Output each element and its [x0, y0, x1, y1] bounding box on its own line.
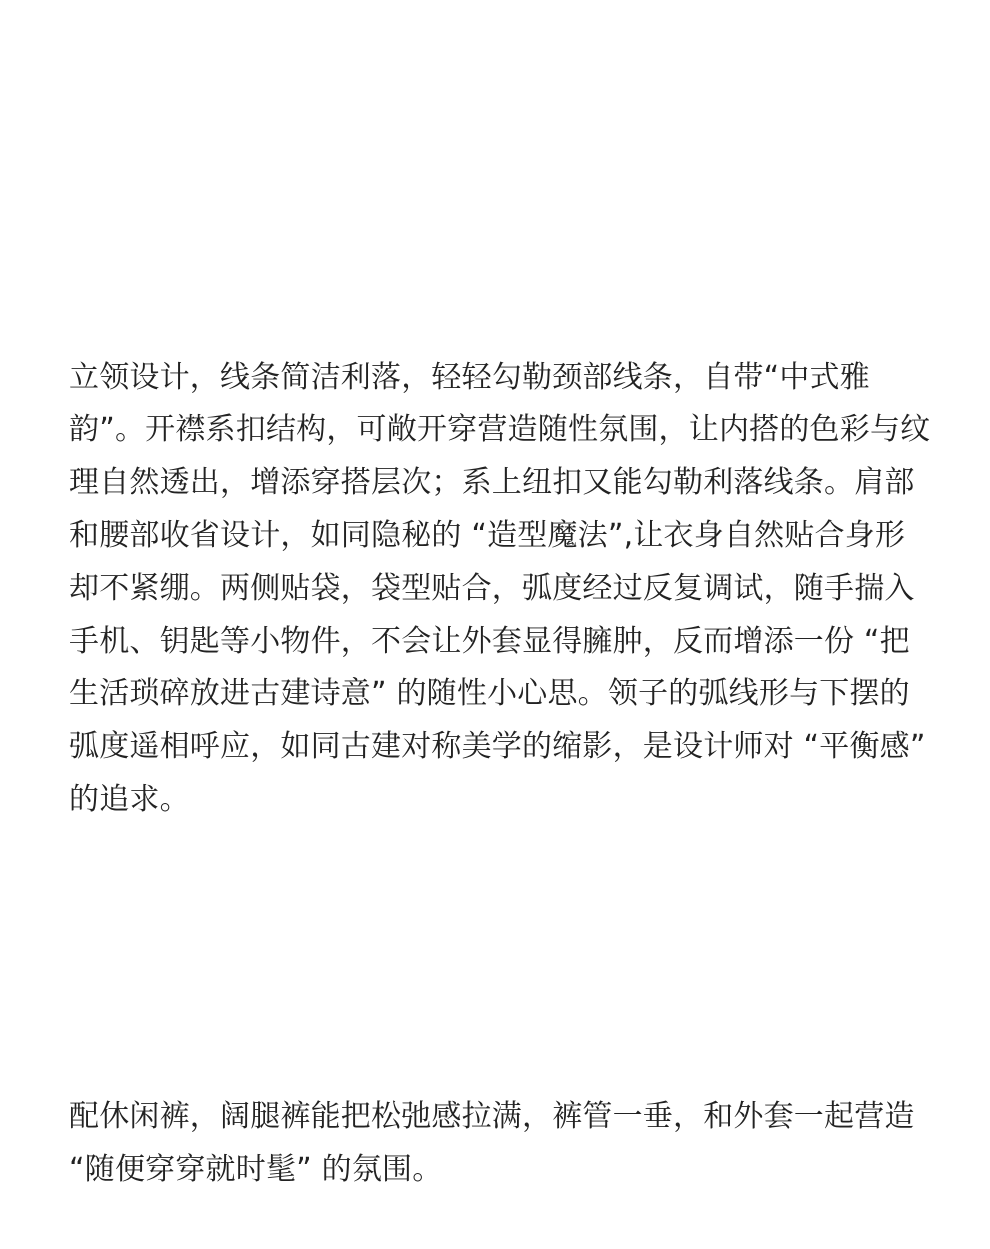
- paragraph-spacer: [69, 932, 931, 985]
- paragraph-design-details: 立领设计，线条简洁利落，轻轻勾勒颈部线条，自带“中式雅韵”。开襟系扣结构，可敞开穿营造随性氛围，让内搭的色彩与纹理自然透出，增添穿搭层次；系上纽扣又能勾勒利落线条。肩部和腰部收省设计，如同隐秘的 “造型魔法”,让衣身自然贴合身形却不紧绷。两侧贴袋，袋型贴合，弧度经过反复调试，随手揣入手机、钥匙等小物件，不会让外套显得臃肿，反而增添一份 “把生活琐碎放进古建诗意” 的随性小心思。领子的弧线形与下摆的弧度遥相呼应，如同古建对称美学的缩影，是设计师对 “平衡感” 的追求。: [69, 359, 936, 817]
- article-body: [69, 246, 936, 1249]
- paragraph-styling-tip: 配休闲裤，阔腿裤能把松弛感拉满，裤管一垂，和外套一起营造 “随便穿穿就时髦” 的氛围。: [69, 1098, 925, 1187]
